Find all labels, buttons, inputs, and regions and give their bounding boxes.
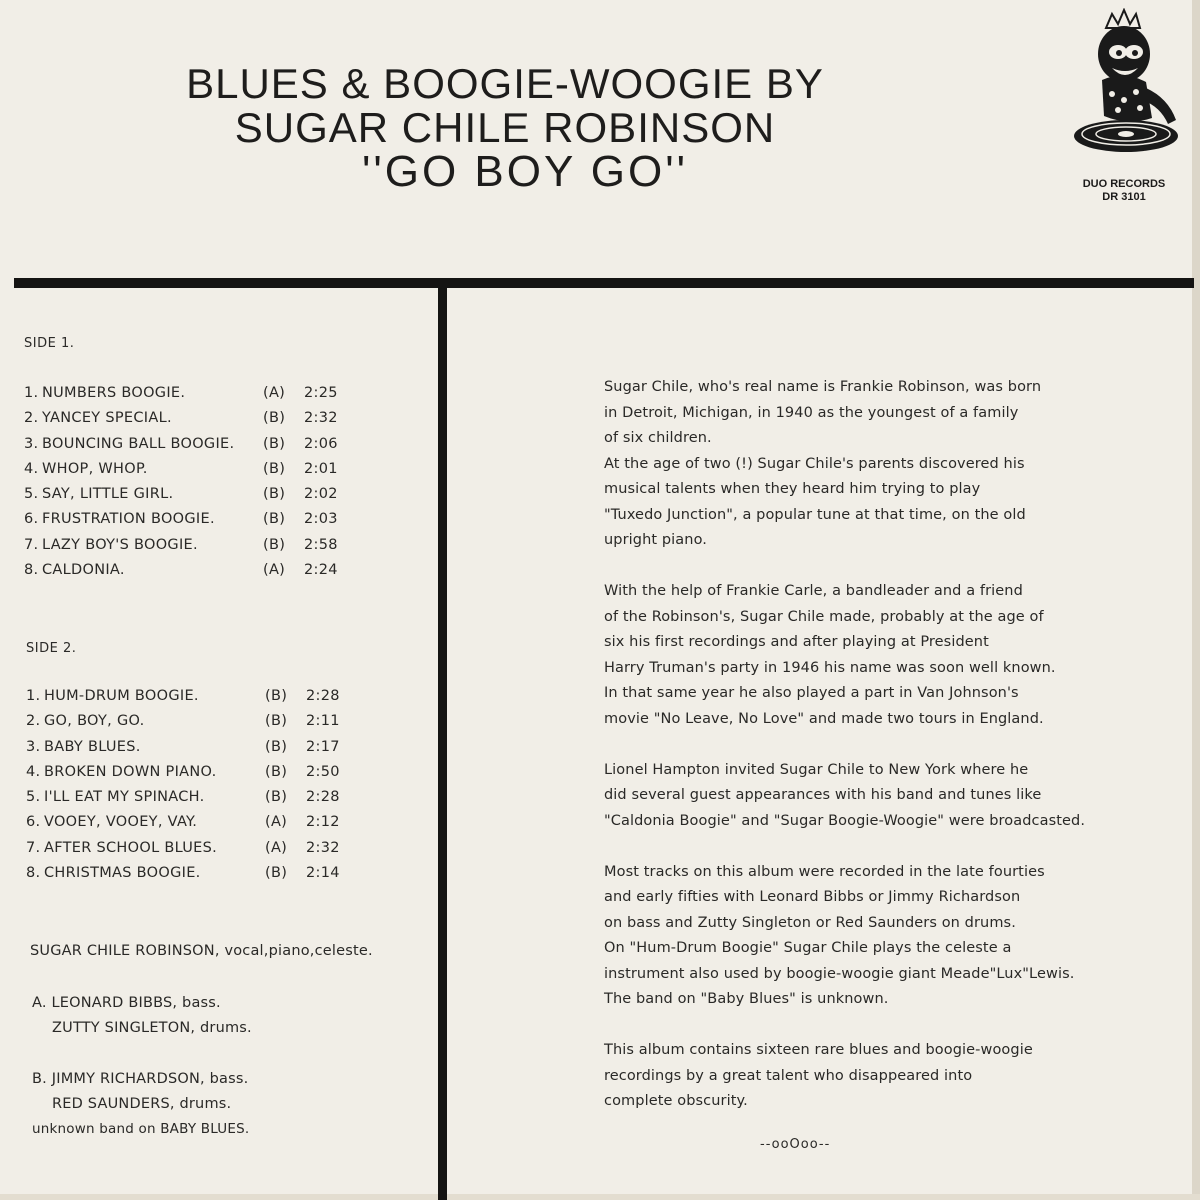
side-2-heading: SIDE 2. — [26, 641, 77, 656]
horizontal-divider — [14, 278, 1194, 288]
notes-line: Most tracks on this album were recorded in the late fourties — [604, 863, 1045, 880]
track-group: (B) — [265, 763, 288, 780]
track-row — [24, 537, 424, 562]
track-group: (B) — [265, 738, 288, 755]
track-number: 8. — [24, 562, 39, 579]
track-row — [24, 511, 424, 536]
notes-line: Sugar Chile, who's real name is Frankie Robinson, was born — [604, 379, 1042, 395]
track-number: 6. — [26, 814, 41, 831]
credit-lead: SUGAR CHILE ROBINSON, vocal,piano,celeste. — [30, 943, 373, 959]
notes-line: This album contains sixteen rare blues and boogie-woogie — [604, 1042, 1033, 1058]
duo-records-logo — [1068, 8, 1188, 176]
notes-line: In that same year he also played a part in Van Johnson's — [604, 685, 1019, 701]
track-duration: 2:32 — [306, 839, 340, 856]
caricature-icon — [1068, 8, 1188, 176]
track-row — [24, 436, 424, 461]
track-number: 4. — [26, 763, 41, 780]
vertical-divider — [438, 288, 447, 1200]
track-row — [26, 840, 426, 865]
credit-group-a-drums: ZUTTY SINGLETON, drums. — [52, 1020, 252, 1036]
track-duration: 2:11 — [306, 713, 340, 730]
track-row — [24, 385, 424, 410]
track-duration: 2:01 — [304, 460, 338, 477]
title-line-1: BLUES & BOOGIE-WOOGIE BY — [186, 60, 824, 107]
track-duration: 2:25 — [304, 385, 338, 401]
notes-line: and early fifties with Leonard Bibbs or Jimmy Richardson — [604, 889, 1021, 905]
notes-line: upright piano. — [604, 532, 708, 548]
track-group: (A) — [263, 385, 286, 401]
track-title: AFTER SCHOOL BLUES. — [44, 839, 218, 856]
track-row — [26, 814, 426, 839]
credit-unknown-band: unknown band on BABY BLUES. — [32, 1121, 250, 1137]
notes-line: recordings by a great talent who disappeared into — [604, 1067, 973, 1084]
track-duration: 2:32 — [304, 410, 338, 427]
notes-line: musical talents when they heard him trying to play — [604, 481, 981, 497]
track-title: CHRISTMAS BOOGIE. — [44, 865, 201, 882]
track-duration: 2:50 — [306, 763, 340, 780]
track-title: SAY, LITTLE GIRL. — [42, 486, 174, 503]
track-number: 5. — [26, 789, 41, 806]
track-group: (B) — [265, 688, 288, 704]
track-duration: 2:06 — [304, 435, 338, 452]
notes-paragraph — [604, 375, 1194, 554]
notes-line: six his first recordings and after playing at President — [604, 634, 989, 650]
credit-group-a-bass: A. LEONARD BIBBS, bass. — [32, 995, 221, 1011]
track-group: (B) — [263, 410, 286, 427]
track-row — [26, 713, 426, 738]
side-1-tracklist — [24, 385, 424, 587]
notes-paragraph — [604, 860, 1194, 1013]
track-number: 7. — [24, 536, 39, 553]
track-title: NUMBERS BOOGIE. — [42, 385, 186, 401]
track-number: 4. — [24, 460, 39, 477]
notes-line: At the age of two (!) Sugar Chile's parents discovered his — [604, 455, 1025, 472]
track-row — [26, 739, 426, 764]
sleeve-edge — [0, 1194, 1200, 1200]
track-duration: 2:24 — [304, 562, 338, 579]
track-number: 6. — [24, 511, 39, 528]
track-title: FRUSTRATION BOOGIE. — [42, 511, 215, 528]
track-row — [26, 789, 426, 814]
track-row — [24, 410, 424, 435]
title-line-3: ''GO BOY GO'' — [361, 147, 689, 196]
notes-line: "Tuxedo Junction", a popular tune at that time, on the old — [604, 506, 1026, 523]
liner-notes — [604, 375, 1194, 1140]
notes-paragraph — [604, 1038, 1194, 1115]
track-title: BOUNCING BALL BOOGIE. — [42, 435, 235, 452]
track-title: BROKEN DOWN PIANO. — [44, 763, 217, 780]
track-duration: 2:28 — [306, 789, 340, 806]
track-row — [24, 486, 424, 511]
track-row — [26, 764, 426, 789]
notes-line: movie "No Leave, No Love" and made two tours in England. — [604, 710, 1044, 727]
track-number: 2. — [26, 713, 41, 730]
track-row — [26, 688, 426, 713]
side-1-heading: SIDE 1. — [24, 336, 75, 351]
track-title: CALDONIA. — [42, 562, 125, 579]
track-duration: 2:02 — [304, 486, 338, 503]
notes-line: complete obscurity. — [604, 1093, 748, 1109]
notes-line: of six children. — [604, 430, 712, 446]
track-group: (A) — [265, 814, 288, 831]
notes-line: on bass and Zutty Singleton or Red Saunders on drums. — [604, 914, 1016, 931]
side-2-tracklist — [26, 688, 426, 890]
track-group: (B) — [265, 713, 288, 730]
track-duration: 2:58 — [304, 536, 338, 553]
track-group: (B) — [263, 435, 286, 452]
track-number: 2. — [24, 410, 39, 427]
track-duration: 2:14 — [306, 865, 340, 882]
notes-paragraph — [604, 758, 1194, 835]
track-group: (B) — [263, 536, 286, 553]
label-name — [1068, 178, 1180, 204]
notes-line: With the help of Frankie Carle, a bandleader and a friend — [604, 583, 1023, 599]
track-number: 3. — [26, 738, 41, 755]
track-row — [26, 865, 426, 890]
track-group: (A) — [263, 562, 286, 579]
track-group: (B) — [265, 865, 288, 882]
track-number: 1. — [26, 688, 41, 704]
track-number: 1. — [24, 385, 39, 401]
end-mark: --ooOoo-- — [760, 1137, 831, 1152]
track-number: 5. — [24, 486, 39, 503]
notes-line: Lionel Hampton invited Sugar Chile to New York where he — [604, 761, 1029, 778]
notes-line: Harry Truman's party in 1946 his name was soon well known. — [604, 659, 1056, 676]
notes-line: "Caldonia Boogie" and "Sugar Boogie-Woogie" were broadcasted. — [604, 812, 1086, 829]
track-group: (A) — [265, 839, 288, 856]
track-group: (B) — [263, 460, 286, 477]
notes-line: The band on "Baby Blues" is unknown. — [604, 991, 889, 1007]
track-number: 7. — [26, 839, 41, 856]
credit-group-b-drums: RED SAUNDERS, drums. — [52, 1096, 232, 1112]
title-line-2: SUGAR CHILE ROBINSON — [234, 104, 776, 151]
track-group: (B) — [265, 789, 288, 806]
track-number: 3. — [24, 435, 39, 452]
track-title: I'LL EAT MY SPINACH. — [44, 789, 205, 806]
track-duration: 2:12 — [306, 814, 340, 831]
track-title: LAZY BOY'S BOOGIE. — [42, 536, 198, 553]
track-title: HUM-DRUM BOOGIE. — [44, 688, 199, 704]
notes-line: instrument also used by boogie-woogie giant Meade"Lux"Lewis. — [604, 965, 1075, 982]
track-row — [24, 461, 424, 486]
notes-line: did several guest appearances with his band and tunes like — [604, 787, 1042, 803]
notes-line: in Detroit, Michigan, in 1940 as the youngest of a family — [604, 404, 1019, 421]
album-title — [0, 62, 1010, 194]
label-catalog-number: DR 3101 — [1102, 191, 1146, 203]
track-number: 8. — [26, 865, 41, 882]
notes-line: of the Robinson's, Sugar Chile made, probably at the age of — [604, 608, 1044, 625]
track-group: (B) — [263, 486, 286, 503]
track-row — [24, 562, 424, 587]
track-title: WHOP, WHOP. — [42, 460, 148, 477]
track-title: YANCEY SPECIAL. — [42, 410, 172, 427]
track-duration: 2:17 — [306, 738, 340, 755]
track-title: VOOEY, VOOEY, VAY. — [44, 814, 198, 831]
track-title: GO, BOY, GO. — [44, 713, 145, 730]
track-duration: 2:28 — [306, 688, 340, 704]
track-title: BABY BLUES. — [44, 738, 141, 755]
track-group: (B) — [263, 511, 286, 528]
label-company: DUO RECORDS — [1082, 178, 1166, 190]
notes-paragraph — [604, 579, 1194, 732]
credit-group-b-bass: B. JIMMY RICHARDSON, bass. — [32, 1071, 249, 1087]
notes-line: On "Hum-Drum Boogie" Sugar Chile plays the celeste a — [604, 940, 1012, 956]
track-duration: 2:03 — [304, 511, 338, 528]
